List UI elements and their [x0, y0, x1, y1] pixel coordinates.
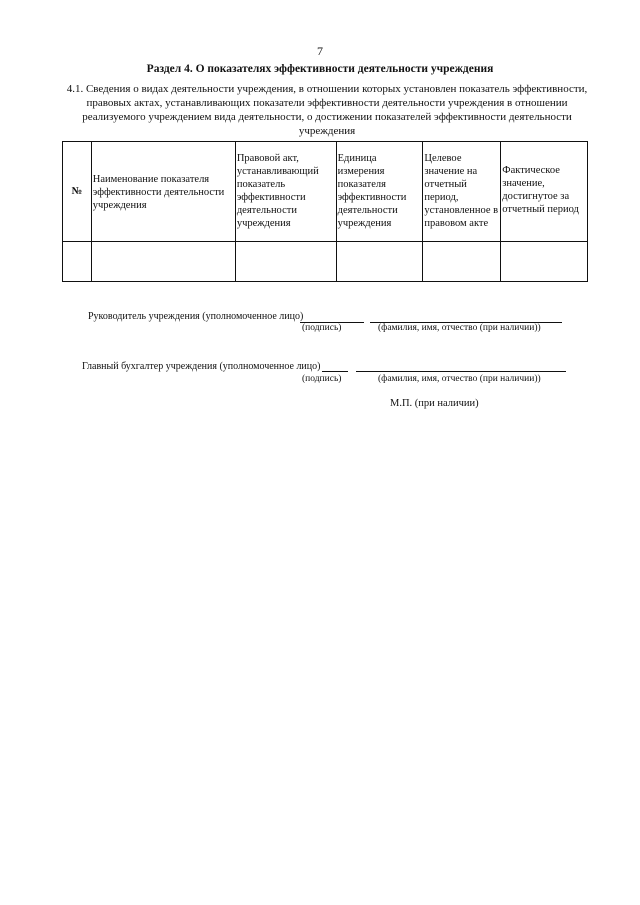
header-unit: [336, 142, 423, 242]
head-caption-name: (фамилия, имя, отчество (при наличии)): [378, 323, 541, 333]
header-indicator-name-text: Наименование показателя эффективности деятельности учреждения: [92, 174, 225, 211]
head-signature-label: Руководитель учреждения (уполномоченное лицо): [88, 311, 304, 322]
header-legal-act: [235, 142, 336, 242]
header-number: №: [63, 142, 92, 242]
header-legal-act-text: Правовой акт, устанавливающий показатель эффективности деятельности учреждения: [236, 153, 319, 229]
intro-paragraph: [62, 82, 592, 138]
intro-line: 4.1. Сведения о видах деятельности учреждения, в отношении которых установлен показатель эффективности,: [66, 83, 588, 95]
header-actual-value: [501, 142, 588, 242]
accountant-caption-name: (фамилия, имя, отчество (при наличии)): [378, 374, 541, 384]
header-target-value-text: Целевое значение на отчетный период, установленное в правовом акте: [424, 153, 499, 229]
accountant-signature-label: Главный бухгалтер учреждения (уполномоченное лицо): [82, 361, 321, 372]
intro-line: реализуемого учреждением вида деятельности, о достижении показателей эффективности деятельности: [82, 111, 572, 123]
page-number: 7: [317, 44, 323, 58]
stamp-place: М.П. (при наличии): [390, 398, 479, 409]
accountant-caption-sign: (подпись): [302, 374, 342, 384]
header-indicator-name: [91, 142, 235, 242]
head-caption-sign: (подпись): [302, 323, 342, 333]
table-cell: [423, 242, 501, 282]
accountant-name-line: [356, 371, 566, 372]
intro-line: правовых актах, устанавливающих показатели эффективности деятельности учреждения в отношении: [86, 97, 568, 109]
table-cell: [235, 242, 336, 282]
accountant-signature-line: [322, 371, 348, 372]
intro-line: учреждения: [298, 125, 356, 137]
table-cell: [336, 242, 423, 282]
section-title: Раздел 4. О показателях эффективности деятельности учреждения: [146, 63, 494, 75]
table-cell: [501, 242, 588, 282]
efficiency-indicators-table: [62, 141, 588, 282]
table-cell: [63, 242, 92, 282]
table-row: [63, 242, 588, 282]
table-cell: [91, 242, 235, 282]
table-header-row: [63, 142, 588, 242]
header-target-value: [423, 142, 501, 242]
header-actual-value-text: Фактическое значение, достигнутое за отчетный период: [502, 165, 579, 215]
header-unit-text: Единица измерения показателя эффективности деятельности учреждения: [337, 153, 407, 229]
